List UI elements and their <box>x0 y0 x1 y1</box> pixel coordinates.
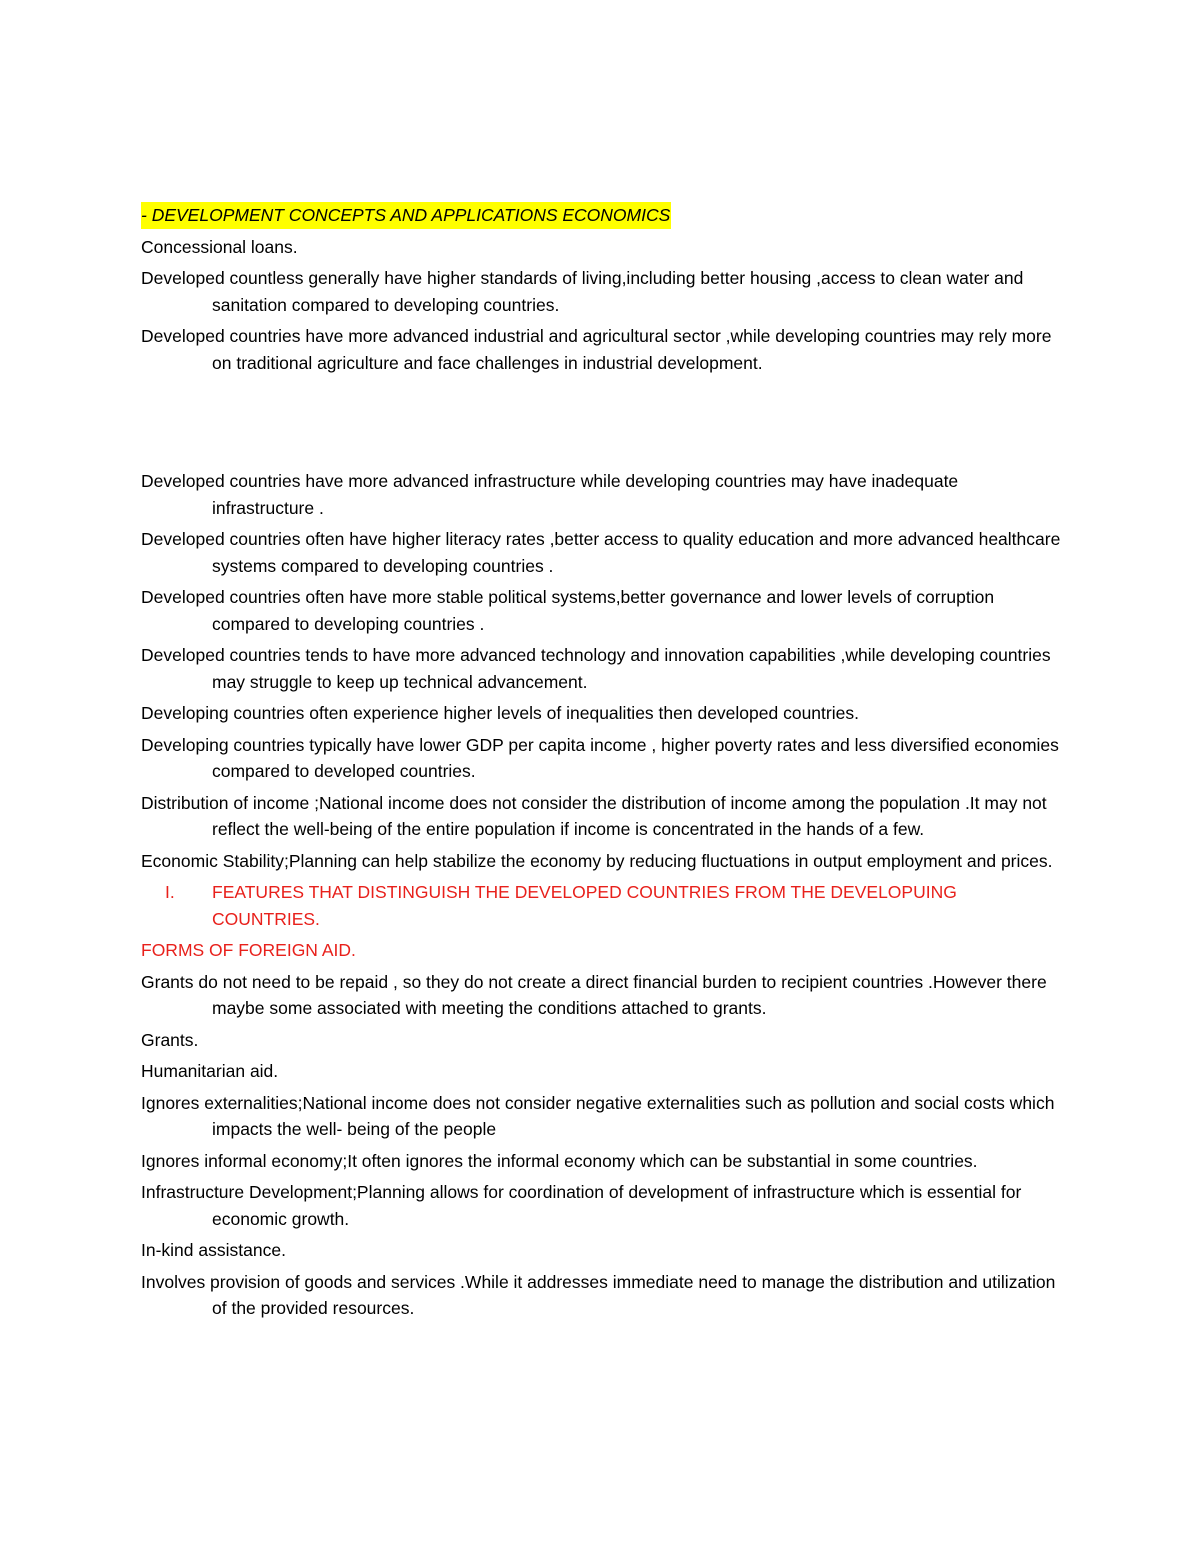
document-heading: - DEVELOPMENT CONCEPTS AND APPLICATIONS ECONOMICS <box>141 202 671 229</box>
paragraph: Infrastructure Development;Planning allows for coordination of development of infrastructure which is essential for economic growth. <box>141 1182 1022 1229</box>
paragraph: Developed countless generally have higher standards of living,including better housing ,access to clean water and sanitation compared to developing countries. <box>141 268 1024 315</box>
paragraph: Developed countries often have higher literacy rates ,better access to quality education and more advanced healthcare systems compared to developing countries . <box>141 529 1061 576</box>
document-body <box>141 202 1061 1327</box>
numbered-heading-text: FEATURES THAT DISTINGUISH THE DEVELOPED COUNTRIES FROM THE DEVELOPUING COUNTRIES. <box>212 882 957 929</box>
paragraph: Distribution of income ;National income does not consider the distribution of income among the population .It may not reflect the well-being of the entire population if income is concentrated in the hands of a few. <box>141 792 1047 839</box>
numbered-heading <box>141 879 1061 932</box>
paragraph: Grants do not need to be repaid , so they do not create a direct financial burden to recipient countries .However there maybe some associated with meeting the conditions attached to grants. <box>141 971 1047 1018</box>
paragraph: Involves provision of goods and services .While it addresses immediate need to manage the distribution and utilization of the provided resources. <box>141 1271 1056 1318</box>
list-number: I. <box>165 882 175 902</box>
paragraph: Economic Stability;Planning can help stabilize the economy by reducing fluctuations in output employment and prices. <box>141 850 1053 871</box>
paragraph: Grants. <box>141 1029 199 1050</box>
paragraph: Developed countries have more advanced infrastructure while developing countries may have inadequate infrastructure . <box>141 471 959 518</box>
paragraph: Developing countries typically have lower GDP per capita income , higher poverty rates and less diversified economies compared to developed countries. <box>141 734 1059 781</box>
paragraph: Ignores informal economy;It often ignores the informal economy which can be substantial in some countries. <box>141 1150 978 1171</box>
section-heading: FORMS OF FOREIGN AID. <box>141 940 356 960</box>
paragraph: In-kind assistance. <box>141 1240 286 1260</box>
paragraph: Developed countries often have more stable political systems,better governance and lower levels of corruption compared to developing countries . <box>141 587 995 634</box>
paragraph: Developed countries have more advanced industrial and agricultural sector ,while developing countries may rely more on traditional agriculture and face challenges in industrial development. <box>141 326 1052 373</box>
blank-space <box>141 381 1061 468</box>
paragraph: Developed countries tends to have more advanced technology and innovation capabilities ,while developing countries may struggle to keep up technical advancement. <box>141 645 1051 692</box>
paragraph: Ignores externalities;National income does not consider negative externalities such as pollution and social costs which impacts the well- being of the people <box>141 1092 1055 1139</box>
paragraph: Concessional loans. <box>141 236 298 257</box>
paragraph: Humanitarian aid. <box>141 1061 279 1081</box>
paragraph: Developing countries often experience higher levels of inequalities then developed countries. <box>141 703 859 723</box>
